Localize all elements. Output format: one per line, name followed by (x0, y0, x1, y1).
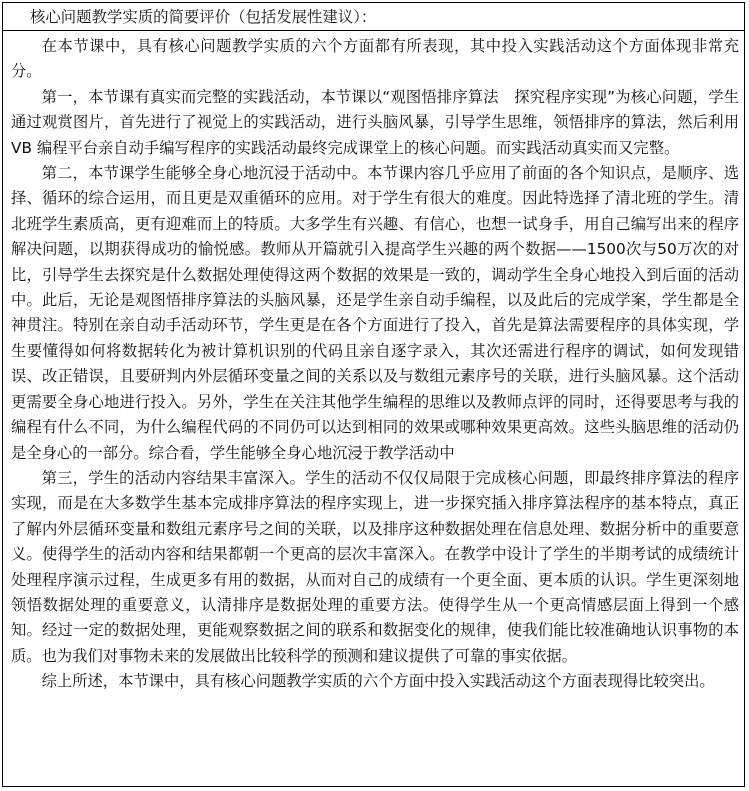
table-header-title: 核心问题教学实质的简要评价（包括发展性建议）： (30, 8, 377, 26)
paragraph-first-point: 第一，本节课有真实而完整的实践活动，本节课以“观图悟排序算法 探究程序实现”为核心问题，学生通过观赏图片，首先进行了视觉上的实践活动，进行头脑风暴，引导学生思维，领悟排序的算法，然后利用 VB 编程平台亲自动手编写程序的实践活动最终完成课堂上的核心问题。而实践活动真实而又完整。 (11, 87, 739, 157)
paragraph-third-point: 第三，学生的活动内容结果丰富深入。学生的活动不仅仅局限于完成核心问题，即最终排序算法的程序实现，而是在大多数学生基本完成排序算法的程序实现上，进一步探究插入排序算法程序的基本特点，真正了解内外层循环变量和数组元素序号之间的关联，以及排序这种数据处理在信息处理、数据分析中的重要意义。使得学生的活动内容和结果都朝一个更高的层次丰富深入。在教学中设计了学生的半期考试的成绩统计处理程序演示过程，生成更多有用的数据，从而对自己的成绩有一个更全面、更本质的认识。学生更深刻地领悟数据处理的重要意义，认清排序是数据处理的重要方法。使得学生从一个更高情感层面上得到一个感知。经过一定的数据处理，更能观察数据之间的联系和数据变化的规律，使我们能比较准确地认识事物的本质。也为我们对事物未来的发展做出比较科学的预测和建议提供了可靠的事实依据。 (11, 468, 739, 665)
evaluation-body (11, 34, 739, 695)
paragraph-conclusion: 综上所述，本节课中，具有核心问题教学实质的六个方面中投入实践活动这个方面表现得比较突出。 (41, 672, 715, 691)
paragraph-second-point: 第二，本节课学生能够全身心地沉浸于活动中。本节课内容几乎应用了前面的各个知识点，是顺序、选择、循环的综合运用，而且更是双重循环的应用。对于学生有很大的难度。因此特选择了清北班的学生。清北班学生素质高，更有迎难而上的特质。大多学生有兴趣、有信心，也想一试身手，用自己编写出来的程序解决问题，以期获得成功的愉悦感。教师从开篇就引入提高学生兴趣的两个数据——1500次与50万次的对比，引导学生去探究是什么数据处理使得这两个数据的效果是一致的，调动学生全身心地投入到后面的活动中。此后，无论是观图悟排序算法的头脑风暴，还是学生亲自动手编程，以及此后的完成学案，学生都是全神贯注。特别在亲自动手活动环节，学生更是在各个方面进行了投入，首先是算法需要程序的具体实现，学生要懂得如何将数据转化为被计算机识别的代码且亲自逐字录入，其次还需进行程序的调试，如何发现错误、改正错误，且要研判内外层循环变量之间的关系以及与数组元素序号的关联，进行头脑风暴。这个活动更需要全身心地进行投入。另外，学生在关注其他学生编程的思维以及教师点评的同时，还得要思考与我的编程有什么不同，为什么编程代码的不同仍可以达到相同的效果或哪种效果更高效。这些头脑思维的活动仍是全身心的一部分。综合看，学生能够全身心地沉浸于教学活动中 (11, 164, 739, 462)
paragraph-summary: 在本节课中，具有核心问题教学实质的六个方面都有所表现，其中投入实践活动这个方面体现非常充分。 (11, 37, 739, 81)
table-header-row (3, 3, 744, 31)
evaluation-table (2, 2, 745, 787)
